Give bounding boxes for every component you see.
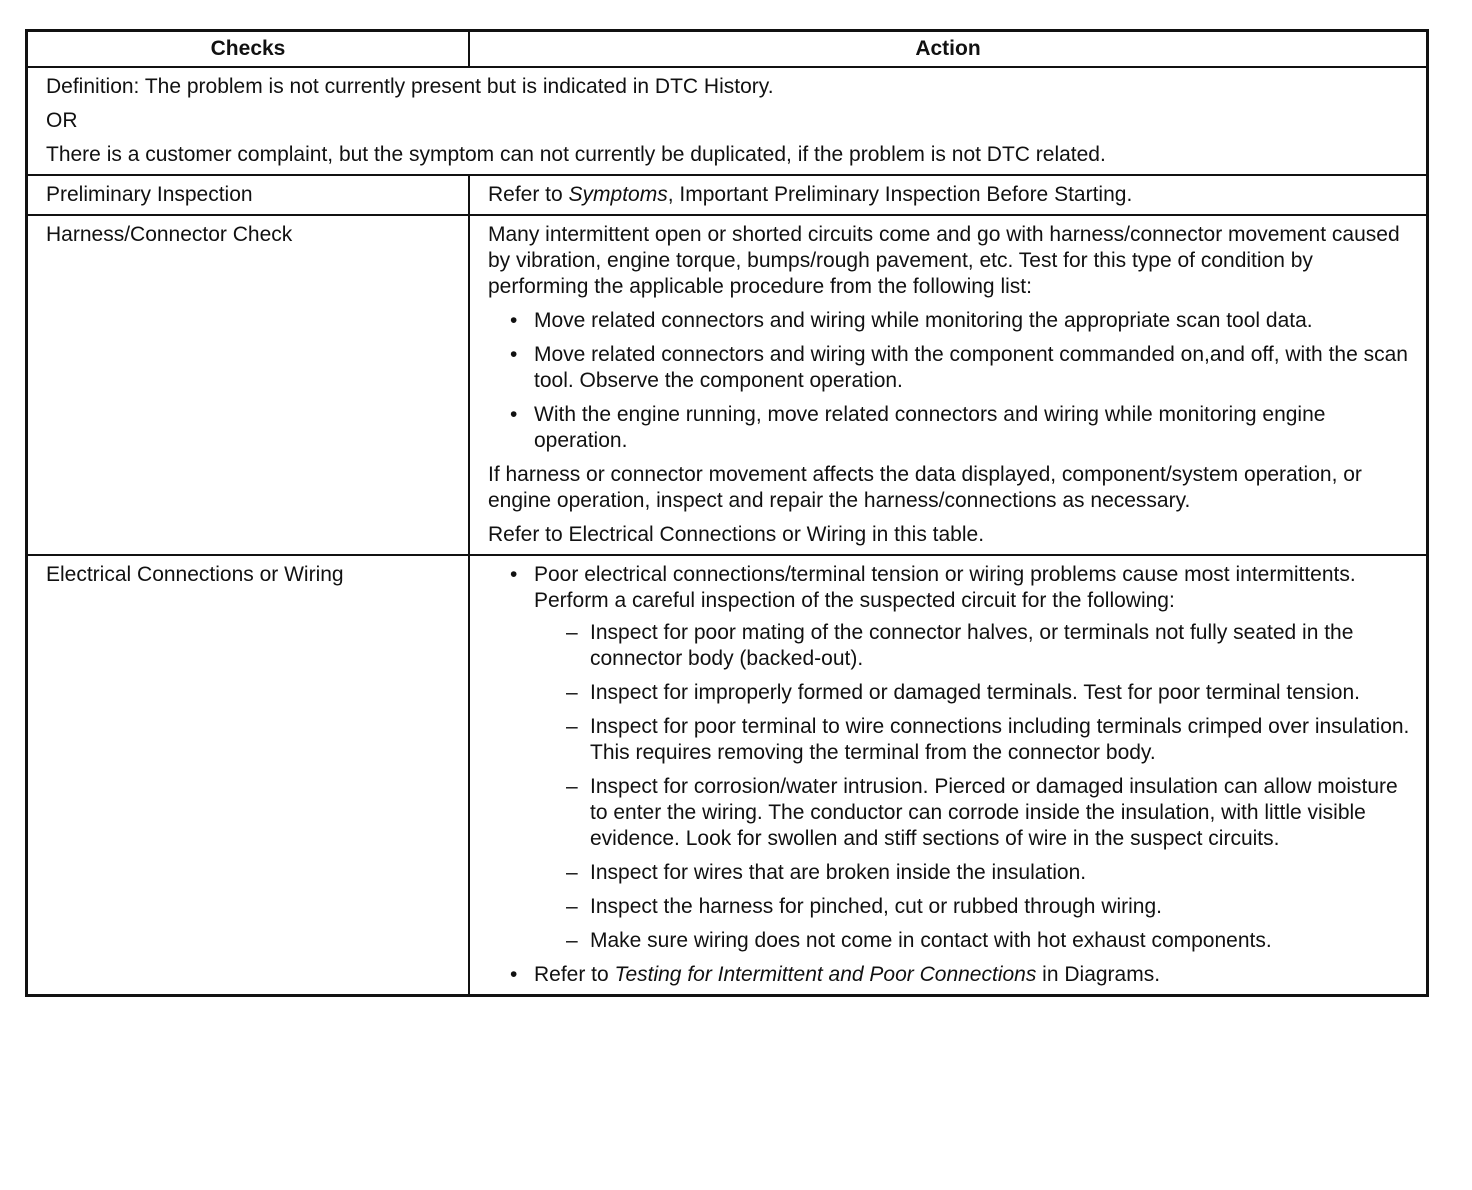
- sublist-item: – Inspect for corrosion/water intrusion. Pierced or damaged insulation can allow moisture to enter the wiring. The conductor can corrode inside the insulation, with little visible evidence. Look for swollen and stiff sections of wire in the suspect circuits.: [566, 774, 1414, 852]
- definition-row: [27, 67, 1428, 175]
- list-item: • With the engine running, move related connectors and wiring while monitoring engine operation.: [510, 402, 1414, 454]
- definition-or: OR: [46, 109, 78, 132]
- list-item: • Refer to Testing for Intermittent and Poor Connections in Diagrams.: [510, 962, 1414, 988]
- sublist-item: – Inspect for poor mating of the connector halves, or terminals not fully seated in the connector body (backed-out).: [566, 620, 1414, 672]
- list-item: • Move related connectors and wiring with the component commanded on,and off, with the scan tool. Observe the component operation.: [510, 342, 1414, 394]
- sublist-item: – Inspect for poor terminal to wire connections including terminals crimped over insulation. This requires removing the terminal from the connector body.: [566, 714, 1414, 766]
- action-cell: [469, 215, 1428, 555]
- action-intro: Many intermittent open or shorted circuits come and go with harness/connector movement caused by vibration, engine torque, bumps/rough pavement, etc. Test for this type of condition by performing the applicable procedure from the following list:: [488, 223, 1400, 298]
- action-cell: [469, 555, 1428, 996]
- inspection-list: [488, 562, 1414, 988]
- sublist-item: – Inspect the harness for pinched, cut or rubbed through wiring.: [566, 894, 1414, 920]
- check-cell: Harness/Connector Check: [27, 215, 470, 555]
- sublist-item: – Inspect for wires that are broken inside the insulation.: [566, 860, 1414, 886]
- diagnostic-table: [25, 29, 1429, 997]
- sublist-item: – Inspect for improperly formed or damaged terminals. Test for poor terminal tension.: [566, 680, 1414, 706]
- check-cell: Preliminary Inspection: [27, 175, 470, 215]
- procedure-list: [488, 308, 1414, 454]
- table-row-electrical-connections: [27, 555, 1428, 996]
- table-row-harness-connector-check: [27, 215, 1428, 555]
- header-row: [27, 31, 1428, 68]
- action-cell: Refer to Symptoms, Important Preliminary Inspection Before Starting.: [469, 175, 1428, 215]
- check-cell: Electrical Connections or Wiring: [27, 555, 470, 996]
- definition-cell: [27, 67, 1428, 175]
- definition-alt-text: There is a customer complaint, but the symptom can not currently be duplicated, if the problem is not DTC related.: [46, 143, 1106, 166]
- table-row-preliminary-inspection: [27, 175, 1428, 215]
- definition-text: Definition: The problem is not currently present but is indicated in DTC History.: [46, 75, 774, 98]
- inspection-sublist: [534, 620, 1414, 954]
- action-reference: Refer to Electrical Connections or Wiring in this table.: [488, 523, 985, 546]
- testing-reference: Testing for Intermittent and Poor Connections: [614, 963, 1037, 986]
- header-checks: Checks: [27, 31, 470, 68]
- list-item: • Move related connectors and wiring while monitoring the appropriate scan tool data.: [510, 308, 1414, 334]
- symptoms-reference: Symptoms: [568, 183, 668, 206]
- action-outro: If harness or connector movement affects the data displayed, component/system operation, or engine operation, inspect and repair the harness/connections as necessary.: [488, 463, 1362, 512]
- sublist-item: – Make sure wiring does not come in contact with hot exhaust components.: [566, 928, 1414, 954]
- header-action: Action: [469, 31, 1428, 68]
- list-item: • Poor electrical connections/terminal tension or wiring problems cause most intermittents. Perform a careful inspection of the suspected circuit for the following: – Inspect for poor mating of the connector halves, or terminals not fully seated in the connector body (backed-out). – Inspect for improperly formed or damaged terminals. Test for poor terminal tension. – Inspect for poor terminal to wire connections including terminals crimped over insulation. This requires removing the terminal from the connector body. – Inspect for corrosion/water intrusion. Pierced or damaged insulation can allow moisture to enter the wiring. The conductor can corrode inside the insulation, with little visible evidence. Look for swollen and stiff sections of wire in the suspect circuits. – Inspect for wires that are broken inside the insulation. – Inspect the harness for pinched, cut or rubbed through wiring. – Make sure wiring does not come in contact with hot exhaust components.: [510, 562, 1414, 954]
